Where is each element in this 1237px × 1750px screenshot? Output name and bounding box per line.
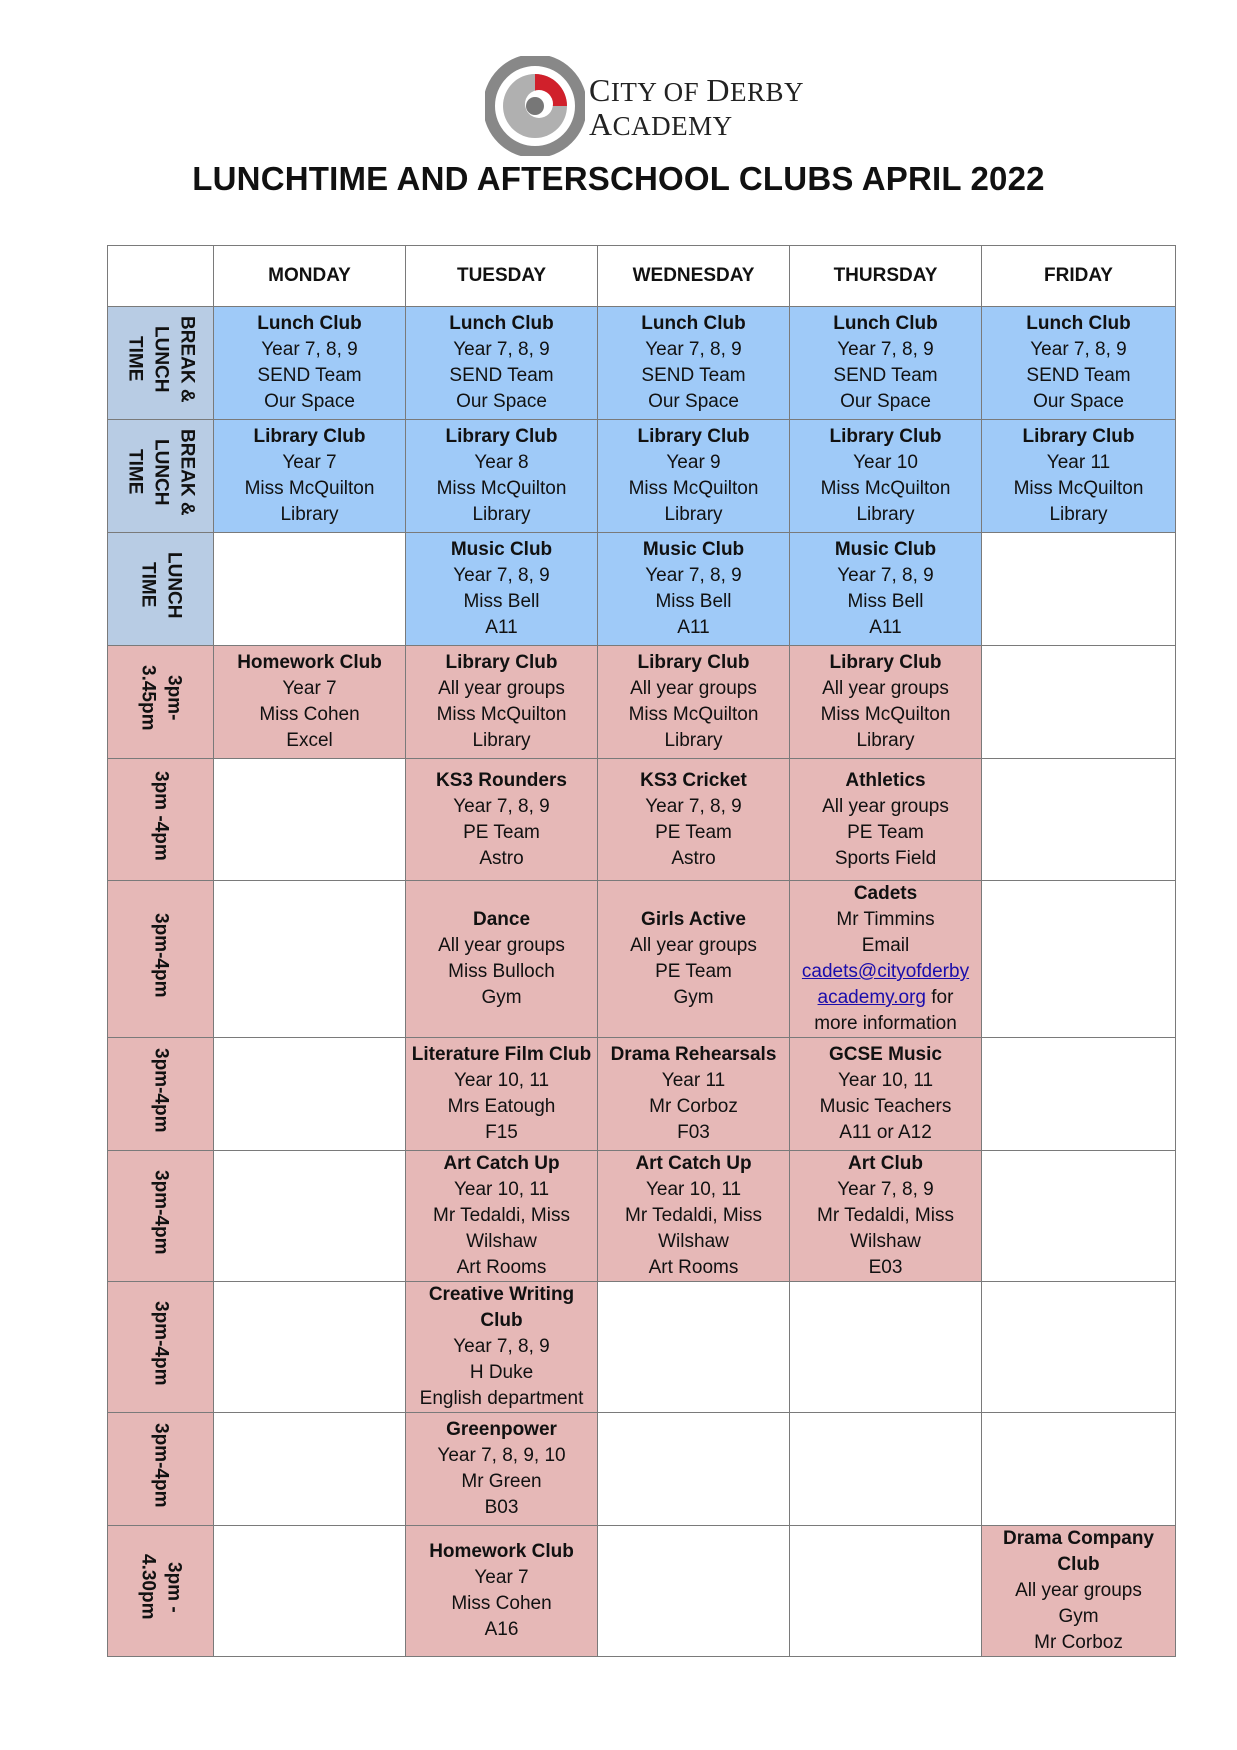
day-header-wednesday: WEDNESDAY bbox=[598, 246, 790, 307]
club-name: GCSE Music bbox=[829, 1044, 942, 1065]
club-name: Cadets bbox=[853, 883, 918, 904]
timetable-row bbox=[108, 1151, 1176, 1282]
club-name: Library Club bbox=[253, 426, 366, 447]
club-detail: Miss McQuilton bbox=[244, 478, 375, 499]
club-detail: Library bbox=[664, 504, 723, 525]
club-detail: E03 bbox=[868, 1257, 903, 1278]
club-cell bbox=[790, 1038, 982, 1151]
day-header-friday: FRIDAY bbox=[982, 246, 1176, 307]
club-detail: A11 bbox=[485, 617, 518, 638]
empty-slot bbox=[598, 1526, 790, 1657]
club-detail: Mr Tedaldi, Miss bbox=[433, 1205, 570, 1226]
empty-slot bbox=[982, 881, 1176, 1038]
empty-slot bbox=[982, 533, 1176, 646]
club-detail: English department bbox=[419, 1388, 584, 1409]
club-detail: All year groups bbox=[630, 678, 757, 699]
club-cell bbox=[214, 646, 406, 759]
club-name: Art Catch Up bbox=[443, 1153, 560, 1174]
club-detail: A11 or A12 bbox=[839, 1122, 932, 1143]
club-detail: Miss McQuilton bbox=[1013, 478, 1144, 499]
empty-slot bbox=[598, 1413, 790, 1526]
empty-slot bbox=[982, 1151, 1176, 1282]
timetable-row bbox=[108, 1282, 1176, 1413]
logo-wordmark bbox=[589, 74, 804, 142]
club-detail: Year 11 bbox=[661, 1070, 726, 1091]
club-cell bbox=[790, 646, 982, 759]
club-detail: Mr Corboz bbox=[649, 1096, 738, 1117]
club-cell bbox=[790, 420, 982, 533]
row-time-text: BREAK & LUNCH TIME bbox=[124, 428, 198, 516]
club-cell bbox=[406, 307, 598, 420]
club-name: Lunch Club bbox=[257, 313, 362, 334]
club-detail: Miss McQuilton bbox=[820, 478, 951, 499]
row-time-label bbox=[108, 1151, 214, 1282]
row-time-label bbox=[108, 1038, 214, 1151]
club-detail: Year 10 bbox=[853, 452, 918, 473]
club-detail: Gym bbox=[673, 987, 714, 1008]
club-cell bbox=[790, 533, 982, 646]
club-name: Music Club bbox=[450, 539, 553, 560]
club-detail: Year 7, 8, 9 bbox=[453, 795, 550, 817]
club-detail: Year 7 bbox=[474, 1567, 529, 1588]
club-detail: All year groups bbox=[630, 935, 757, 956]
empty-slot bbox=[214, 533, 406, 646]
row-time-text: 3pm -4pm bbox=[150, 770, 172, 861]
empty-slot bbox=[214, 1151, 406, 1282]
club-detail: PE Team bbox=[463, 821, 540, 843]
club-cell bbox=[598, 420, 790, 533]
club-detail: B03 bbox=[484, 1497, 519, 1518]
club-detail: All year groups bbox=[438, 678, 565, 699]
club-detail: All year groups bbox=[438, 935, 565, 956]
row-time-text: LUNCH TIME bbox=[137, 551, 185, 619]
club-name: KS3 Rounders bbox=[436, 769, 567, 791]
club-detail: more information bbox=[814, 1013, 957, 1034]
row-time-label bbox=[108, 1282, 214, 1413]
club-detail: Year 7 bbox=[282, 678, 337, 699]
club-cell bbox=[406, 881, 598, 1038]
club-name: Athletics bbox=[845, 769, 926, 791]
club-detail: Miss McQuilton bbox=[628, 478, 759, 499]
club-detail: Year 7, 8, 9 bbox=[645, 339, 742, 360]
club-detail: All year groups bbox=[1015, 1580, 1142, 1601]
club-detail: Year 10, 11 bbox=[453, 1179, 550, 1200]
day-header-tuesday: TUESDAY bbox=[406, 246, 598, 307]
cadets-email-link[interactable]: cadets@cityofderby bbox=[801, 961, 970, 982]
empty-slot bbox=[214, 1282, 406, 1413]
club-detail: Library bbox=[856, 730, 915, 751]
club-name: Library Club bbox=[829, 652, 942, 673]
club-detail: Miss McQuilton bbox=[436, 478, 567, 499]
club-name: Art Catch Up bbox=[635, 1153, 752, 1174]
club-detail: Year 10, 11 bbox=[453, 1070, 550, 1091]
club-detail: PE Team bbox=[847, 821, 924, 843]
club-cell bbox=[598, 1151, 790, 1282]
club-detail: Year 9 bbox=[666, 452, 721, 473]
row-time-label bbox=[108, 307, 214, 420]
row-time-label bbox=[108, 759, 214, 881]
club-cell bbox=[406, 1526, 598, 1657]
club-name: Lunch Club bbox=[449, 313, 554, 334]
club-detail: Year 7 bbox=[282, 452, 337, 473]
row-time-text: 3pm- 3.45pm bbox=[137, 665, 185, 731]
timetable-row bbox=[108, 533, 1176, 646]
club-name: Library Club bbox=[1022, 426, 1135, 447]
row-time-label bbox=[108, 881, 214, 1038]
club-detail: SEND Team bbox=[449, 365, 554, 386]
club-detail: Year 7, 8, 9 bbox=[837, 565, 934, 586]
club-detail: Mr Tedaldi, Miss bbox=[817, 1205, 954, 1226]
timetable-row bbox=[108, 1526, 1176, 1657]
club-detail: Library bbox=[1049, 504, 1108, 525]
empty-slot bbox=[982, 759, 1176, 881]
club-detail: Year 11 bbox=[1046, 452, 1111, 473]
empty-slot bbox=[214, 1526, 406, 1657]
club-cell bbox=[982, 307, 1176, 420]
club-detail: Year 10, 11 bbox=[645, 1179, 742, 1200]
club-cell bbox=[406, 1413, 598, 1526]
row-time-text: 3pm-4pm bbox=[150, 1169, 172, 1255]
row-time-label bbox=[108, 1526, 214, 1657]
timetable-row bbox=[108, 1038, 1176, 1151]
club-cell bbox=[406, 759, 598, 881]
club-detail: Email bbox=[861, 935, 910, 956]
timetable-row bbox=[108, 307, 1176, 420]
empty-slot bbox=[790, 1413, 982, 1526]
club-cell bbox=[406, 533, 598, 646]
club-detail: Mr Tedaldi, Miss bbox=[625, 1205, 762, 1226]
email-line-2 bbox=[790, 985, 981, 1011]
club-detail: Year 7, 8, 9 bbox=[837, 339, 934, 360]
club-detail: Miss McQuilton bbox=[820, 704, 951, 725]
club-detail: Miss Bell bbox=[847, 591, 924, 612]
row-time-text: 3pm-4pm bbox=[150, 1300, 172, 1386]
club-cell bbox=[790, 1151, 982, 1282]
club-detail: Mr Timmins bbox=[836, 909, 935, 930]
club-detail: Year 7, 8, 9 bbox=[453, 1336, 550, 1357]
club-name: Library Club bbox=[829, 426, 942, 447]
empty-slot bbox=[982, 1038, 1176, 1151]
timetable-row bbox=[108, 1413, 1176, 1526]
row-time-label bbox=[108, 533, 214, 646]
club-cell bbox=[982, 1526, 1176, 1657]
row-time-label bbox=[108, 420, 214, 533]
club-cell bbox=[598, 533, 790, 646]
club-detail: Miss Bell bbox=[655, 591, 732, 612]
club-detail: Mr Green bbox=[461, 1471, 542, 1492]
club-detail: PE Team bbox=[655, 961, 732, 982]
row-time-label bbox=[108, 1413, 214, 1526]
club-detail: SEND Team bbox=[641, 365, 746, 386]
club-detail: Library bbox=[856, 504, 915, 525]
corner-cell bbox=[108, 246, 214, 307]
club-detail: Music Teachers bbox=[819, 1096, 952, 1117]
club-detail: A11 bbox=[677, 617, 710, 638]
club-cell bbox=[406, 420, 598, 533]
club-detail: Our Space bbox=[840, 391, 931, 412]
club-cell bbox=[598, 646, 790, 759]
club-name: Girls Active bbox=[641, 909, 746, 930]
club-name: Drama Company Club bbox=[1003, 1528, 1154, 1575]
club-detail: Year 7, 8, 9 bbox=[453, 565, 550, 586]
club-detail: Year 7, 8, 9 bbox=[645, 795, 742, 817]
club-cell bbox=[598, 881, 790, 1038]
club-name: Greenpower bbox=[446, 1419, 557, 1440]
club-name: Homework Club bbox=[429, 1541, 574, 1562]
academy-emblem-icon bbox=[485, 56, 585, 156]
club-detail: Miss McQuilton bbox=[628, 704, 759, 725]
club-name: KS3 Cricket bbox=[640, 769, 747, 791]
row-time-text: 3pm-4pm bbox=[150, 1422, 172, 1508]
club-name: Creative Writing Club bbox=[428, 1284, 575, 1331]
club-detail: SEND Team bbox=[1026, 365, 1131, 386]
club-name: Lunch Club bbox=[641, 313, 746, 334]
day-header-row bbox=[108, 246, 1176, 307]
club-name: Drama Rehearsals bbox=[610, 1044, 777, 1065]
club-name: Art Club bbox=[848, 1153, 923, 1174]
empty-slot bbox=[214, 759, 406, 881]
row-time-text: 3pm-4pm bbox=[150, 1047, 172, 1133]
club-detail: Sports Field bbox=[834, 847, 937, 869]
club-detail: A16 bbox=[484, 1619, 519, 1640]
row-time-label bbox=[108, 646, 214, 759]
club-detail: Wilshaw bbox=[658, 1231, 729, 1252]
club-detail: PE Team bbox=[655, 821, 732, 843]
club-name: Homework Club bbox=[237, 652, 382, 673]
empty-slot bbox=[214, 1038, 406, 1151]
timetable-row bbox=[108, 420, 1176, 533]
email-suffix: for bbox=[925, 987, 954, 1008]
club-detail: Art Rooms bbox=[456, 1257, 547, 1278]
club-detail: Year 8 bbox=[474, 452, 529, 473]
club-cell bbox=[406, 1038, 598, 1151]
club-name: Library Club bbox=[637, 652, 750, 673]
email-line-1 bbox=[790, 959, 981, 985]
club-detail: Art Rooms bbox=[648, 1257, 739, 1278]
club-detail: Year 7, 8, 9 bbox=[1030, 339, 1127, 360]
club-cell bbox=[214, 307, 406, 420]
page-title: LUNCHTIME AND AFTERSCHOOL CLUBS APRIL 2022 bbox=[192, 160, 1045, 197]
club-cell bbox=[598, 1038, 790, 1151]
club-detail: Year 7, 8, 9 bbox=[261, 339, 358, 360]
club-cell bbox=[790, 307, 982, 420]
club-name: Library Club bbox=[445, 652, 558, 673]
club-detail: Gym bbox=[481, 987, 522, 1008]
timetable-row bbox=[108, 881, 1176, 1038]
club-cell bbox=[982, 420, 1176, 533]
club-detail: Excel bbox=[286, 730, 333, 751]
club-detail: Miss McQuilton bbox=[436, 704, 567, 725]
club-detail: H Duke bbox=[469, 1362, 534, 1383]
club-detail: Miss Cohen bbox=[259, 704, 360, 725]
club-cell bbox=[598, 759, 790, 881]
club-detail: SEND Team bbox=[833, 365, 938, 386]
club-cell bbox=[790, 881, 982, 1038]
clubs-timetable bbox=[107, 245, 1176, 1657]
club-detail: Our Space bbox=[264, 391, 355, 412]
club-detail: Library bbox=[280, 504, 339, 525]
timetable-row bbox=[108, 646, 1176, 759]
club-cell bbox=[406, 1282, 598, 1413]
club-detail: Our Space bbox=[456, 391, 547, 412]
row-time-text: BREAK & LUNCH TIME bbox=[124, 315, 198, 403]
day-header-monday: MONDAY bbox=[214, 246, 406, 307]
club-detail: Year 7, 8, 9 bbox=[837, 1179, 934, 1200]
club-detail: Wilshaw bbox=[850, 1231, 921, 1252]
club-detail: Year 7, 8, 9 bbox=[453, 339, 550, 360]
club-name: Library Club bbox=[637, 426, 750, 447]
club-name: Music Club bbox=[642, 539, 745, 560]
academy-logo bbox=[485, 56, 805, 156]
club-detail: Mrs Eatough bbox=[447, 1096, 556, 1117]
club-cell bbox=[406, 1151, 598, 1282]
row-time-text: 3pm - 4.30pm bbox=[137, 1554, 185, 1620]
timetable-row bbox=[108, 759, 1176, 881]
club-detail: Miss Bulloch bbox=[448, 961, 555, 982]
club-detail: Library bbox=[664, 730, 723, 751]
club-detail: Library bbox=[472, 730, 531, 751]
club-cell bbox=[406, 646, 598, 759]
club-detail: Library bbox=[472, 504, 531, 525]
cadets-email-link-end[interactable]: academy.org bbox=[817, 987, 926, 1008]
club-detail: All year groups bbox=[822, 795, 949, 817]
club-detail: Miss Bell bbox=[463, 591, 540, 612]
empty-slot bbox=[790, 1526, 982, 1657]
club-detail: SEND Team bbox=[257, 365, 362, 386]
club-name: Dance bbox=[472, 909, 531, 930]
logo-line-2: ACADEMY bbox=[589, 106, 733, 142]
empty-slot bbox=[214, 1413, 406, 1526]
club-detail: Our Space bbox=[1033, 391, 1124, 412]
club-detail: F03 bbox=[677, 1122, 710, 1143]
club-name: Music Club bbox=[834, 539, 937, 560]
club-detail: All year groups bbox=[822, 678, 949, 699]
empty-slot bbox=[982, 646, 1176, 759]
row-time-text: 3pm-4pm bbox=[150, 912, 172, 998]
club-detail: Year 7, 8, 9, 10 bbox=[437, 1445, 566, 1466]
club-detail: Gym bbox=[1058, 1606, 1099, 1627]
empty-slot bbox=[982, 1413, 1176, 1526]
club-detail: A11 bbox=[869, 617, 902, 638]
club-detail: Mr Corboz bbox=[1034, 1632, 1123, 1653]
empty-slot bbox=[790, 1282, 982, 1413]
club-name: Lunch Club bbox=[833, 313, 938, 334]
club-cell bbox=[598, 307, 790, 420]
club-detail: Astro bbox=[479, 847, 524, 869]
club-detail: Wilshaw bbox=[466, 1231, 537, 1252]
club-detail: Year 7, 8, 9 bbox=[645, 565, 742, 586]
day-header-thursday: THURSDAY bbox=[790, 246, 982, 307]
club-detail: F15 bbox=[485, 1122, 518, 1143]
logo-line-1: CITY OF DERBY bbox=[589, 72, 804, 108]
empty-slot bbox=[982, 1282, 1176, 1413]
club-name: Literature Film Club bbox=[411, 1044, 592, 1065]
club-detail: Astro bbox=[671, 847, 716, 869]
club-detail: Miss Cohen bbox=[451, 1593, 552, 1614]
club-detail: Year 10, 11 bbox=[837, 1070, 934, 1091]
club-cell bbox=[214, 420, 406, 533]
empty-slot bbox=[598, 1282, 790, 1413]
club-name: Lunch Club bbox=[1026, 313, 1131, 334]
club-cell bbox=[790, 759, 982, 881]
club-detail: Our Space bbox=[648, 391, 739, 412]
empty-slot bbox=[214, 881, 406, 1038]
club-name: Library Club bbox=[445, 426, 558, 447]
